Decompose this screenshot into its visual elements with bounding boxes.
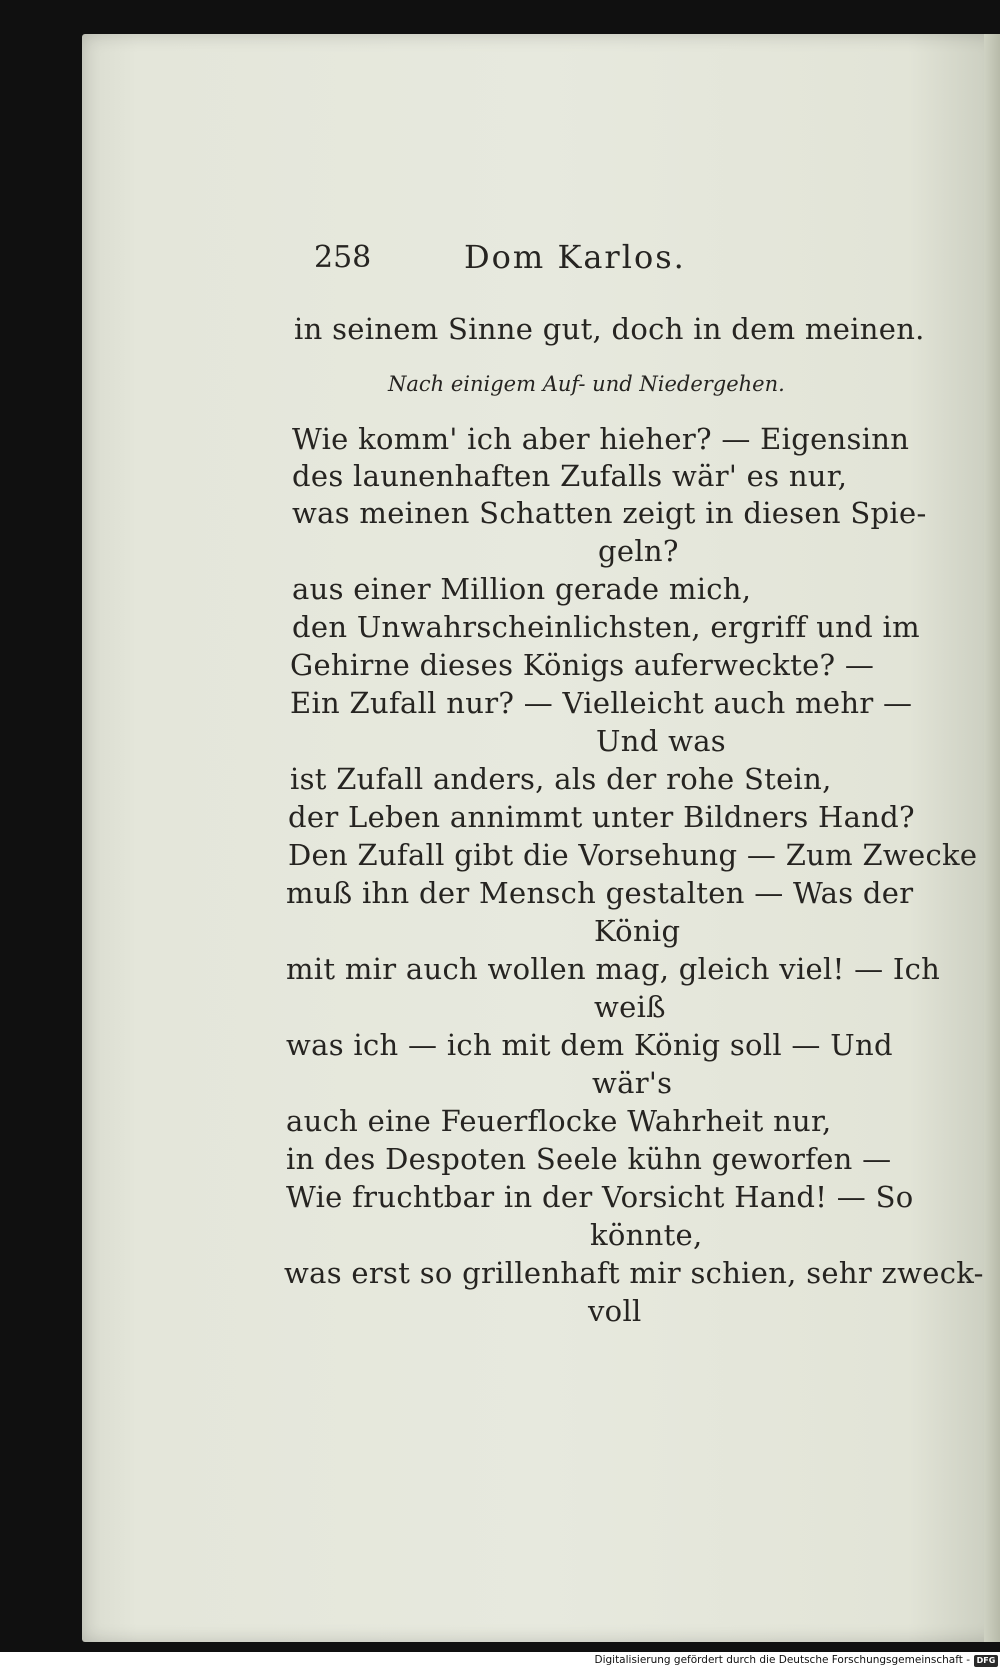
digitization-credit: Digitalisierung gefördert durch die Deutsche Forschungsgemeinschaft - bbox=[594, 1654, 970, 1666]
text-line: Wie komm' ich aber hieher? — Eigensinn bbox=[292, 422, 910, 456]
text-line: was ich — ich mit dem König soll — Und bbox=[286, 1028, 893, 1062]
text-line: wär's bbox=[592, 1066, 673, 1100]
text-line: in seinem Sinne gut, doch in dem meinen. bbox=[294, 312, 925, 346]
running-title: Dom Karlos. bbox=[464, 238, 686, 276]
page-number: 258 bbox=[314, 240, 372, 275]
text-line: aus einer Million gerade mich, bbox=[292, 572, 752, 606]
page-text bbox=[82, 34, 1000, 1642]
text-line: König bbox=[594, 914, 681, 948]
text-line: voll bbox=[588, 1294, 642, 1328]
text-line: den Unwahrscheinlichsten, ergriff und im bbox=[292, 610, 920, 644]
text-line: muß ihn der Mensch gestalten — Was der bbox=[286, 876, 914, 910]
text-line: was meinen Schatten zeigt in diesen Spie- bbox=[292, 496, 927, 530]
text-line: Ein Zufall nur? — Vielleicht auch mehr — bbox=[290, 686, 913, 720]
text-line: in des Despoten Seele kühn geworfen — bbox=[286, 1142, 892, 1176]
text-line: weiß bbox=[594, 990, 666, 1024]
text-line: Gehirne dieses Königs auferweckte? — bbox=[290, 648, 875, 682]
text-line: Wie fruchtbar in der Vorsicht Hand! — So bbox=[286, 1180, 914, 1214]
text-line: mit mir auch wollen mag, gleich viel! — Ich bbox=[286, 952, 941, 986]
text-line: auch eine Feuerflocke Wahrheit nur, bbox=[286, 1104, 832, 1138]
dfg-logo-icon: DFG bbox=[974, 1655, 998, 1667]
text-line: Den Zufall gibt die Vorsehung — Zum Zwecke bbox=[288, 838, 978, 872]
book-page bbox=[82, 34, 1000, 1642]
text-line: der Leben annimmt unter Bildners Hand? bbox=[288, 800, 915, 834]
text-line: könnte, bbox=[590, 1218, 703, 1252]
text-line: des launenhaften Zufalls wär' es nur, bbox=[292, 459, 848, 493]
text-line: ist Zufall anders, als der rohe Stein, bbox=[290, 762, 832, 796]
text-line: was erst so grillenhaft mir schien, sehr zweck- bbox=[284, 1256, 984, 1290]
stage-direction: Nach einigem Auf- und Niedergehen. bbox=[388, 372, 785, 396]
text-line: Und was bbox=[596, 724, 726, 758]
text-line: geln? bbox=[598, 534, 679, 568]
